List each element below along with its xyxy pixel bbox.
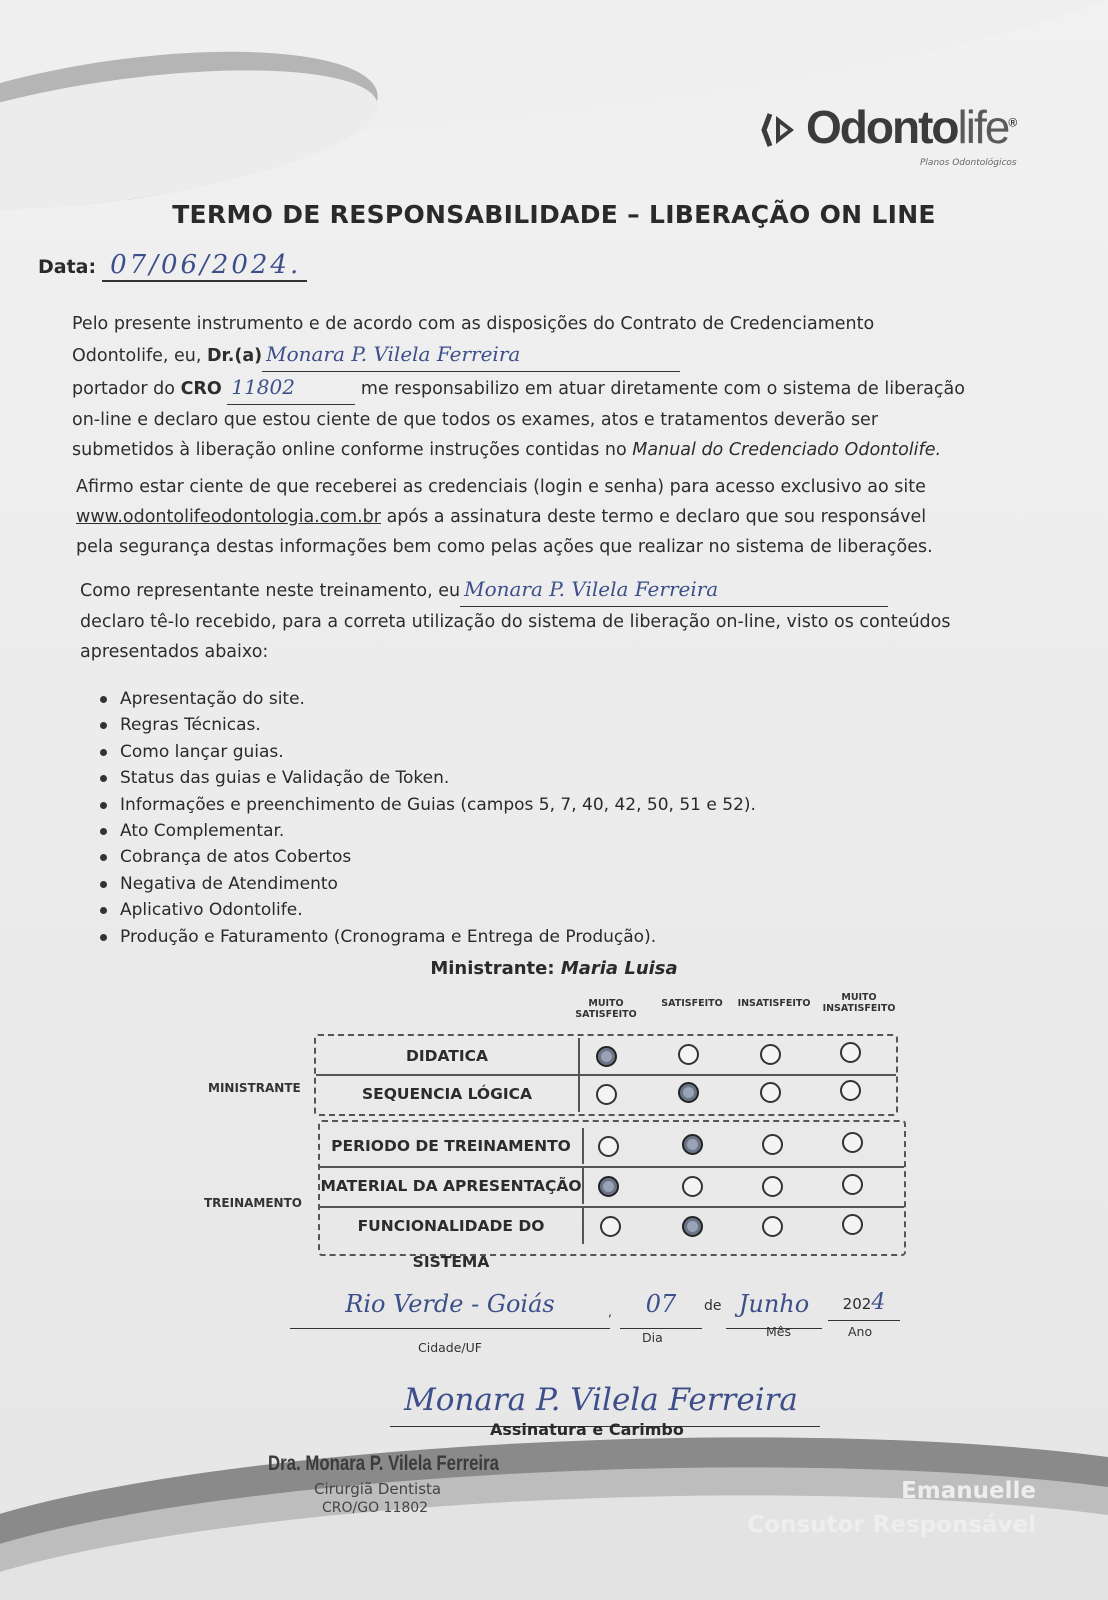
logo-mark-icon xyxy=(760,108,800,152)
paragraph-line xyxy=(76,502,1086,532)
evaluation-row-sequencia-logica xyxy=(316,1076,896,1112)
consultor-name: Emanuelle xyxy=(901,1478,1036,1504)
column-header-line: MUITO xyxy=(588,998,624,1009)
rating-radio[interactable] xyxy=(600,1216,621,1237)
stamp-cro: CRO/GO 11802 xyxy=(322,1500,429,1516)
rating-radio[interactable] xyxy=(596,1084,617,1105)
day-label: Dia xyxy=(642,1330,663,1345)
list-item: Negativa de Atendimento xyxy=(100,871,756,897)
city-value: Rio Verde - Goiás xyxy=(345,1290,555,1318)
rating-radio[interactable] xyxy=(762,1134,783,1155)
cro-field xyxy=(227,372,355,405)
paragraph-line: declaro tê-lo recebido, para a correta utilização do sistema de liberação on-line, visto os conteúdos xyxy=(80,612,951,632)
paragraph-text: portador do xyxy=(72,379,175,399)
list-item: Produção e Faturamento (Cronograma e Entrega de Produção). xyxy=(100,924,756,950)
rating-radio[interactable] xyxy=(678,1044,699,1065)
topics-list xyxy=(100,686,756,950)
logo-brand-light: life xyxy=(957,101,1009,153)
logo-reg: ® xyxy=(1008,115,1016,130)
evaluation-row-funcionalidade xyxy=(320,1208,904,1271)
column-header-line: SATISFEITO xyxy=(575,1009,637,1020)
rating-radio[interactable] xyxy=(842,1214,863,1235)
ministrante-name: Maria Luisa xyxy=(560,958,678,979)
paragraph-3 xyxy=(80,574,1090,667)
list-item: Status das guias e Validação de Token. xyxy=(100,765,756,791)
list-item: Ato Complementar. xyxy=(100,818,756,844)
signature-label: Assinatura e Carimbo xyxy=(490,1420,684,1439)
month-value: Junho xyxy=(738,1290,810,1318)
row-label: SEQUENCIA LÓGICA xyxy=(316,1076,580,1112)
rating-radio-selected[interactable] xyxy=(598,1176,619,1197)
list-item: Regras Técnicas. xyxy=(100,712,756,738)
paragraph-line: Afirmo estar ciente de que receberei as credenciais (login e senha) para acesso exclusivo ao site xyxy=(76,477,926,497)
rating-radio[interactable] xyxy=(760,1044,781,1065)
consultor-block xyxy=(747,1474,1036,1542)
column-header-line: INSATISFEITO xyxy=(737,998,811,1009)
row-label: PERIODO DE TREINAMENTO xyxy=(320,1128,584,1164)
rating-radio-selected[interactable] xyxy=(596,1046,617,1067)
year-field xyxy=(828,1290,900,1321)
stamp-name: Dra. Monara P. Vilela Ferreira xyxy=(268,1452,499,1475)
evaluation-group-ministrante xyxy=(314,1034,898,1116)
paragraph-text: após a assinatura deste termo e declaro que sou responsável xyxy=(386,507,927,527)
evaluation-row-didatica xyxy=(316,1038,896,1074)
paragraph-text: Como representante neste treinamento, eu xyxy=(80,581,461,601)
site-link[interactable]: www.odontolifeodontologia.com.br xyxy=(76,507,381,527)
signature-value: Monara P. Vilela Ferreira xyxy=(404,1382,798,1418)
rating-radio[interactable] xyxy=(760,1082,781,1103)
rating-radio[interactable] xyxy=(842,1174,863,1195)
month-label: Mês xyxy=(766,1324,791,1339)
day-field xyxy=(620,1290,702,1329)
ministrante-line xyxy=(0,958,1108,979)
odontolife-logo xyxy=(760,100,1060,180)
list-item: Como lançar guias. xyxy=(100,739,756,765)
column-header-muito-satisfeito xyxy=(566,998,646,1020)
column-header-line: MUITO xyxy=(841,992,877,1003)
date-value: 07/06/2024. xyxy=(102,250,307,282)
paragraph-line: apresentados abaixo: xyxy=(80,642,269,662)
column-header-insatisfeito xyxy=(732,998,816,1009)
rating-radio-selected[interactable] xyxy=(678,1082,699,1103)
list-item: Apresentação do site. xyxy=(100,686,756,712)
paragraph-line xyxy=(80,574,1090,607)
row-label: FUNCIONALIDADE DO SISTEMA xyxy=(320,1208,584,1244)
rating-radio[interactable] xyxy=(840,1042,861,1063)
rating-radio[interactable] xyxy=(598,1136,619,1157)
rating-radio[interactable] xyxy=(682,1176,703,1197)
rating-radio[interactable] xyxy=(842,1132,863,1153)
evaluation-group-treinamento xyxy=(318,1120,906,1271)
column-header-line: INSATISFEITO xyxy=(822,1003,896,1014)
list-item: Cobrança de atos Cobertos xyxy=(100,844,756,870)
evaluation-row-periodo xyxy=(320,1128,904,1164)
paragraph-line xyxy=(72,339,1082,372)
paragraph-line: on-line e declaro que estou ciente de que todos os exames, atos e tratamentos deverão ser xyxy=(72,410,879,430)
document-title: TERMO DE RESPONSABILIDADE – LIBERAÇÃO ON LINE xyxy=(172,200,936,229)
dr-name-value: Monara P. Vilela Ferreira xyxy=(266,342,521,366)
evaluation-row-material xyxy=(320,1168,904,1204)
logo-tagline: Planos Odontológicos xyxy=(920,158,1017,168)
city-field xyxy=(290,1290,610,1329)
cro-value: 11802 xyxy=(231,375,295,399)
de-label: de xyxy=(704,1298,722,1314)
logo-brand-strong: Odonto xyxy=(806,101,958,153)
group-label-ministrante: MINISTRANTE xyxy=(208,1081,301,1095)
group-label-treinamento: TREINAMENTO xyxy=(204,1196,302,1210)
column-header-line: SATISFEITO xyxy=(661,998,723,1009)
paragraph-1 xyxy=(72,309,1082,465)
row-label: DIDATICA xyxy=(316,1038,580,1074)
day-value: 07 xyxy=(645,1290,677,1318)
year-digit: 4 xyxy=(871,1290,886,1315)
consultor-title: Consutor Responsável xyxy=(747,1512,1036,1538)
date-label: Data: xyxy=(38,256,97,278)
paragraph-line: pela segurança destas informações bem como pelas ações que realizar no sistema de liberações. xyxy=(76,537,933,557)
rating-radio-selected[interactable] xyxy=(682,1134,703,1155)
stamp-role: Cirurgiã Dentista xyxy=(314,1480,442,1498)
column-header-satisfeito xyxy=(652,998,732,1009)
paragraph-line xyxy=(72,372,1082,405)
cro-label: CRO xyxy=(180,379,222,399)
representative-signature-field xyxy=(460,574,888,607)
ministrante-label: Ministrante: xyxy=(430,958,555,979)
paragraph-line xyxy=(72,435,1082,465)
paragraph-text: me responsabilizo em atuar diretamente com o sistema de liberação xyxy=(360,379,965,399)
row-label: MATERIAL DA APRESENTAÇÃO xyxy=(320,1168,584,1204)
paragraph-text: submetidos à liberação online conforme instruções contidas no xyxy=(72,440,627,460)
comma: , xyxy=(608,1304,612,1319)
paragraph-text: Odontolife, eu, xyxy=(72,346,202,366)
representative-signature: Monara P. Vilela Ferreira xyxy=(464,577,719,601)
paragraph-line: Pelo presente instrumento e de acordo com as disposições do Contrato de Credenciamento xyxy=(72,314,875,334)
dr-label: Dr.(a) xyxy=(207,346,263,366)
date-field xyxy=(38,250,307,280)
rating-radio-selected[interactable] xyxy=(682,1216,703,1237)
city-label: Cidade/UF xyxy=(418,1340,482,1355)
column-header-muito-insatisfeito xyxy=(814,992,904,1014)
list-item: Aplicativo Odontolife. xyxy=(100,897,756,923)
year-prefix: 202 xyxy=(842,1295,872,1313)
professional-stamp xyxy=(268,1452,557,1516)
rating-radio[interactable] xyxy=(762,1176,783,1197)
rating-radio[interactable] xyxy=(840,1080,861,1101)
year-label: Ano xyxy=(848,1324,873,1339)
paragraph-2 xyxy=(76,472,1086,562)
rating-radio[interactable] xyxy=(762,1216,783,1237)
list-item: Informações e preenchimento de Guias (campos 5, 7, 40, 42, 50, 51 e 52). xyxy=(100,792,756,818)
dr-name-field xyxy=(262,339,680,372)
manual-title: Manual do Credenciado Odontolife. xyxy=(632,440,942,460)
